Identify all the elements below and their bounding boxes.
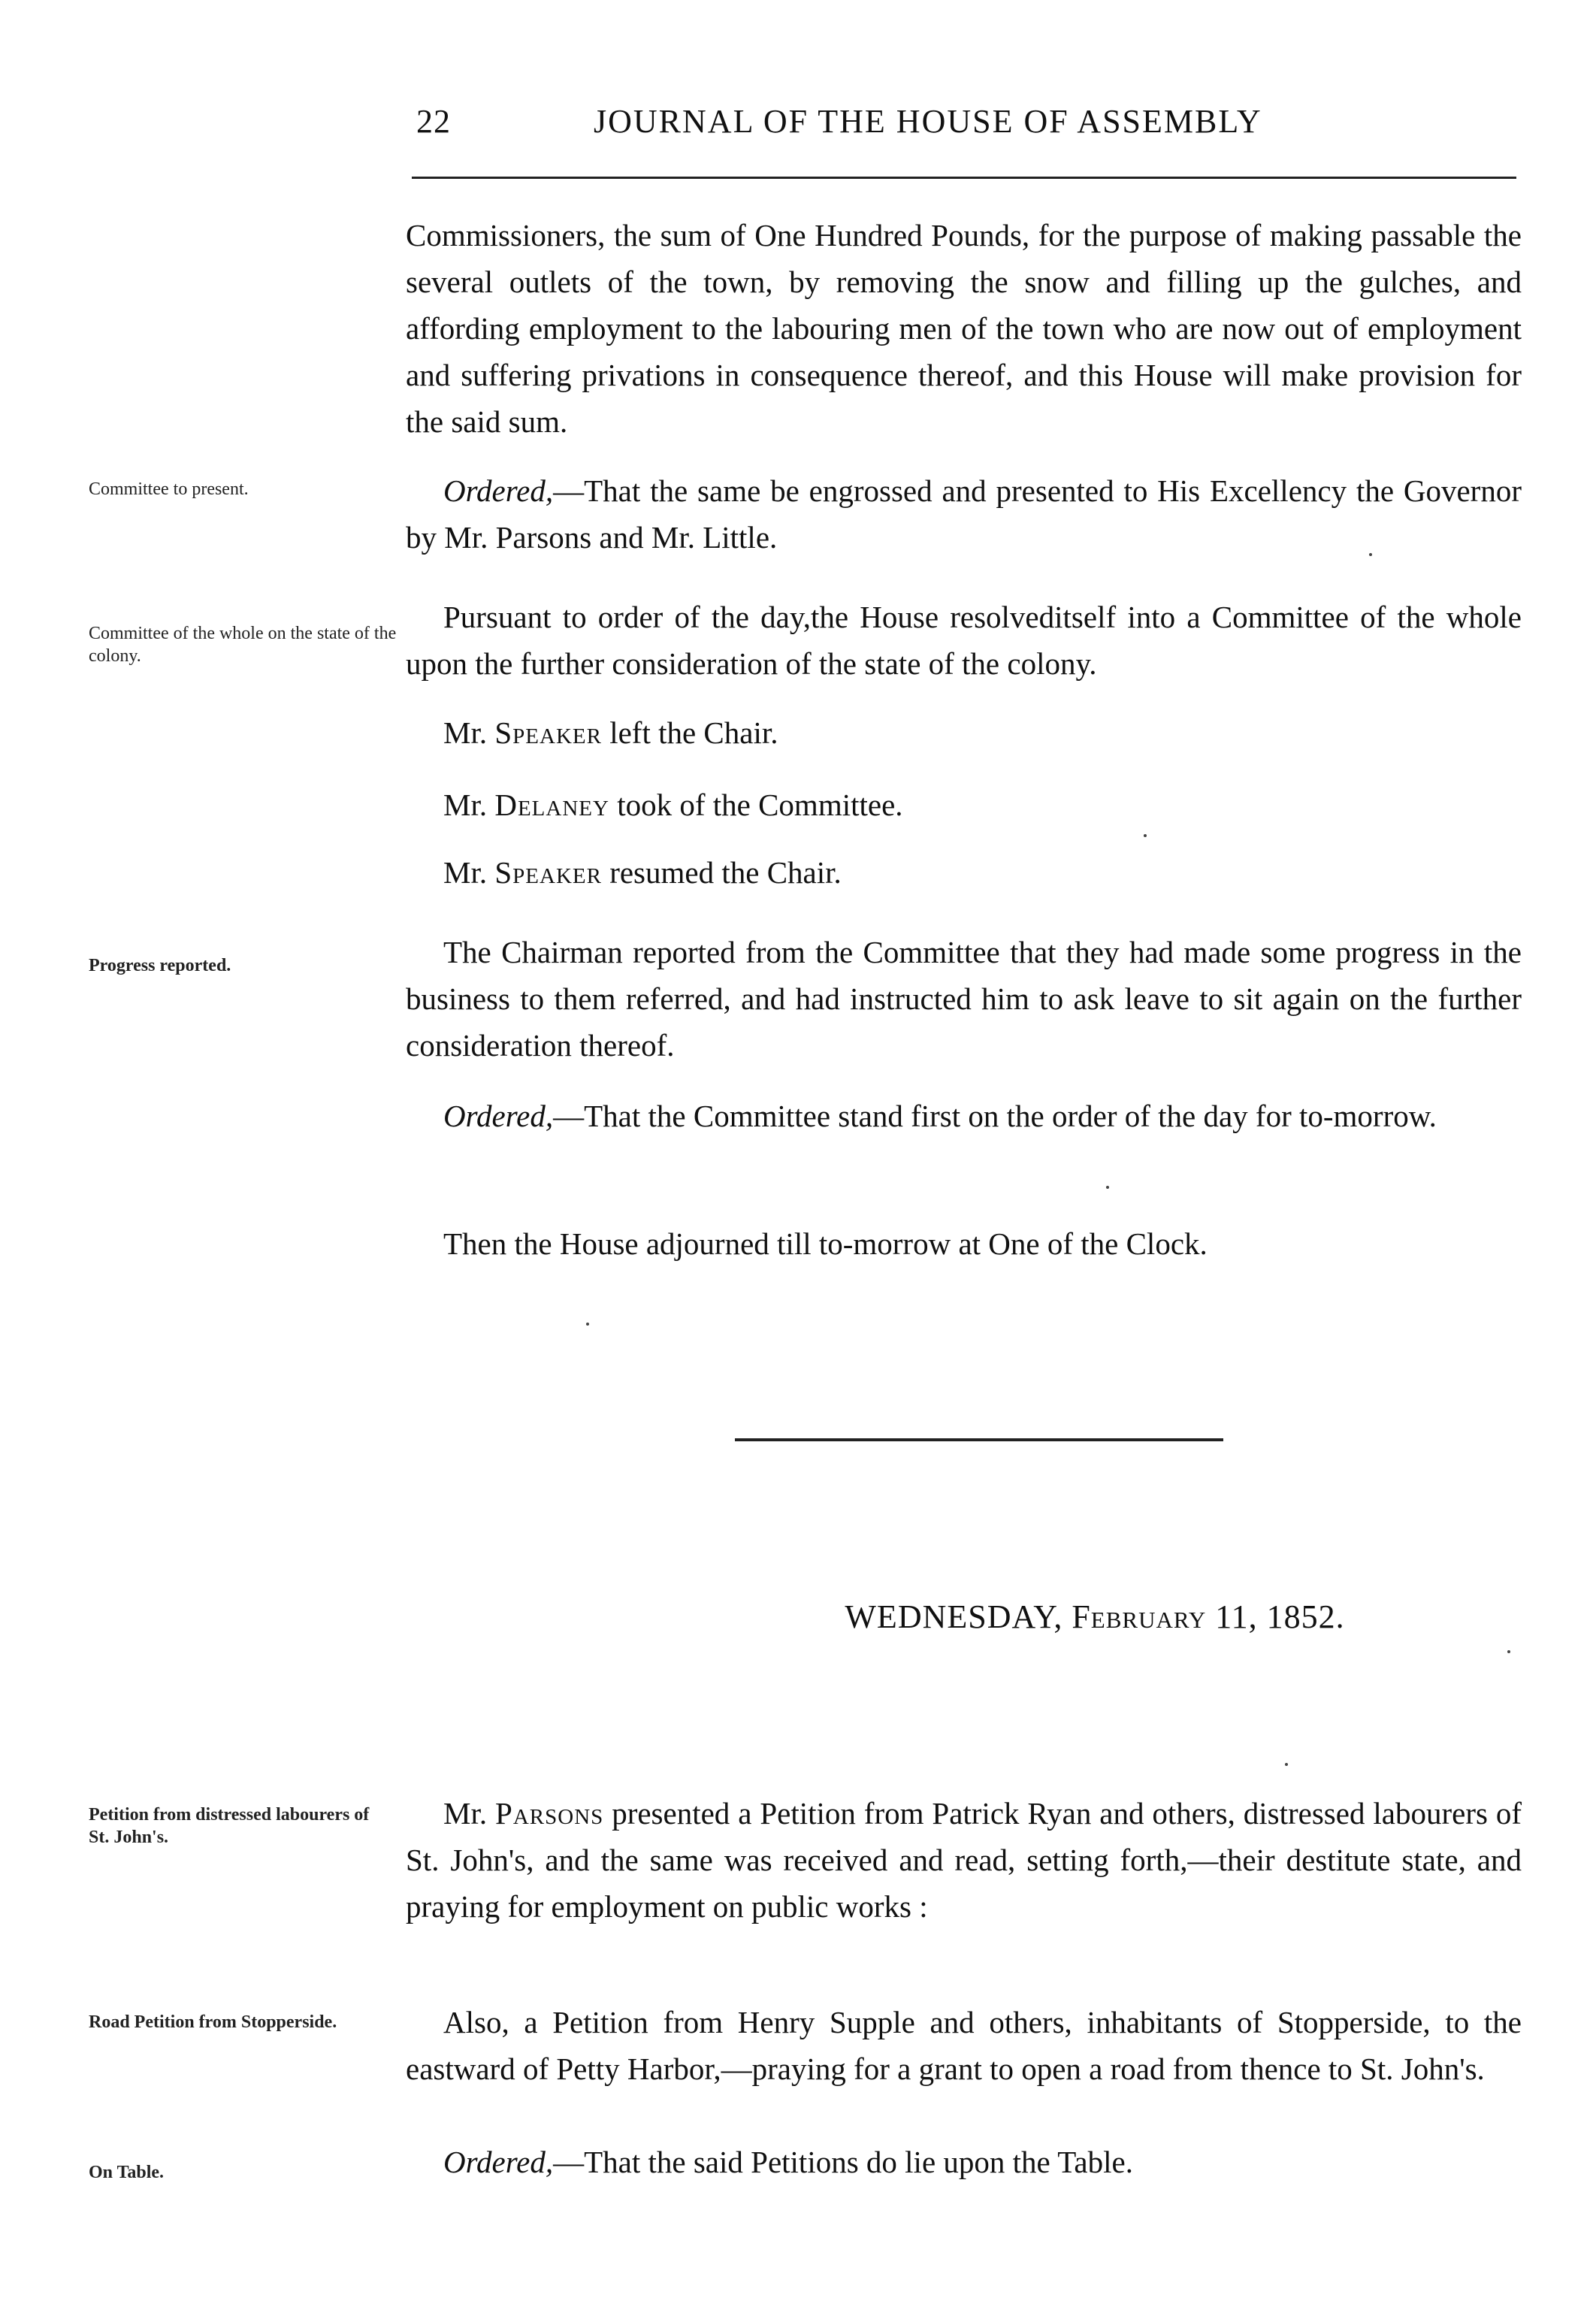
line-text: resumed the Chair. (609, 855, 842, 890)
date-month: February (1072, 1598, 1207, 1635)
page-number: 22 (416, 103, 451, 140)
line-speaker-resumed (443, 849, 842, 896)
ordered-text: —That the same be engrossed and presented to His Excellency the Governor by Mr. Parsons and Mr. Little. (406, 473, 1522, 555)
print-speck (1285, 1763, 1288, 1766)
line-delaney (443, 782, 903, 828)
paragraph-commissioners: Commissioners, the sum of One Hundred Pounds, for the purpose of making passable the several outlets of the town, by removing the snow and filling up the gulches, and affording employment to the labouring men of the town who are now out of employment and suffering privations in consequence thereof, and this House will make provision for the said sum. (406, 218, 1522, 439)
ordered-label: Ordered, (443, 2145, 554, 2179)
speaker-name: Speaker (494, 855, 602, 890)
paragraph-chairman-reported: The Chairman reported from the Committee that they had made some progress in the business to them referred, and had instructed him to ask leave to sit again on the further consideration thereof. (406, 935, 1522, 1063)
running-title: JOURNAL OF THE HOUSE OF ASSEMBLY (594, 103, 1262, 140)
print-speck (1144, 834, 1147, 837)
parsons-name: Parsons (495, 1796, 604, 1831)
mr-label: Mr. (443, 788, 488, 822)
line-text: took of the Committee. (617, 788, 903, 822)
margin-note-road-petition: Road Petition from Stopperside. (89, 2012, 337, 2032)
paragraph-ordered-table (406, 2139, 1522, 2185)
mr-label: Mr. (443, 1796, 488, 1831)
ordered-label: Ordered, (443, 1099, 554, 1133)
print-speck (586, 1323, 589, 1326)
margin-note-on-table: On Table. (89, 2163, 165, 2182)
header-rule (412, 177, 1516, 179)
print-speck (1106, 1186, 1109, 1189)
speaker-name: Speaker (494, 715, 602, 750)
paragraph-pursuant: Pursuant to order of the day,the House resolveditself into a Committee of the whole upon the further consideration of the state of the colony. (406, 600, 1522, 681)
print-speck (1369, 553, 1372, 556)
print-speck (1507, 1650, 1510, 1653)
ordered-label: Ordered, (443, 473, 554, 508)
section-divider (735, 1438, 1223, 1441)
paragraph-adjourned: Then the House adjourned till to-morrow at One of the Clock. (443, 1226, 1208, 1261)
line-speaker-left (443, 709, 778, 756)
mr-label: Mr. (443, 715, 488, 750)
date-heading (0, 1598, 1596, 1636)
ordered-text: —That the Committee stand first on the order of the day for to-morrow. (553, 1099, 1437, 1133)
page-header (406, 102, 1518, 155)
ordered-text: —That the said Petitions do lie upon the Table. (553, 2145, 1133, 2179)
petition-text: presented a Petition from Patrick Ryan and others, distressed labourers of St. John's, and the same was received and read, setting forth,—their destitute state, and praying for employment on public works : (406, 1796, 1522, 1924)
delaney-name: Delaney (494, 788, 609, 822)
paragraph-ordered-engrossed (406, 467, 1522, 561)
margin-note-petition-labourers: Petition from distressed labourers of St. John's. (89, 1805, 370, 1847)
date-day-year: 11, 1852. (1215, 1598, 1345, 1635)
paragraph-parsons-petition (406, 1790, 1522, 1930)
mr-label: Mr. (443, 855, 488, 890)
margin-note-progress-reported: Progress reported. (89, 956, 231, 975)
line-text: left the Chair. (609, 715, 778, 750)
date-weekday: WEDNESDAY, (845, 1598, 1063, 1635)
margin-note-committee-to-present: Committee to present. (89, 479, 249, 499)
paragraph-supple-petition: Also, a Petition from Henry Supple and others, inhabitants of Stopperside, to the eastward of Petty Harbor,—praying for a grant to open a road from thence to St. John's. (406, 2005, 1522, 2086)
paragraph-ordered-committee (406, 1093, 1522, 1139)
margin-note-committee-whole: Committee of the whole on the state of the colony. (89, 624, 397, 666)
